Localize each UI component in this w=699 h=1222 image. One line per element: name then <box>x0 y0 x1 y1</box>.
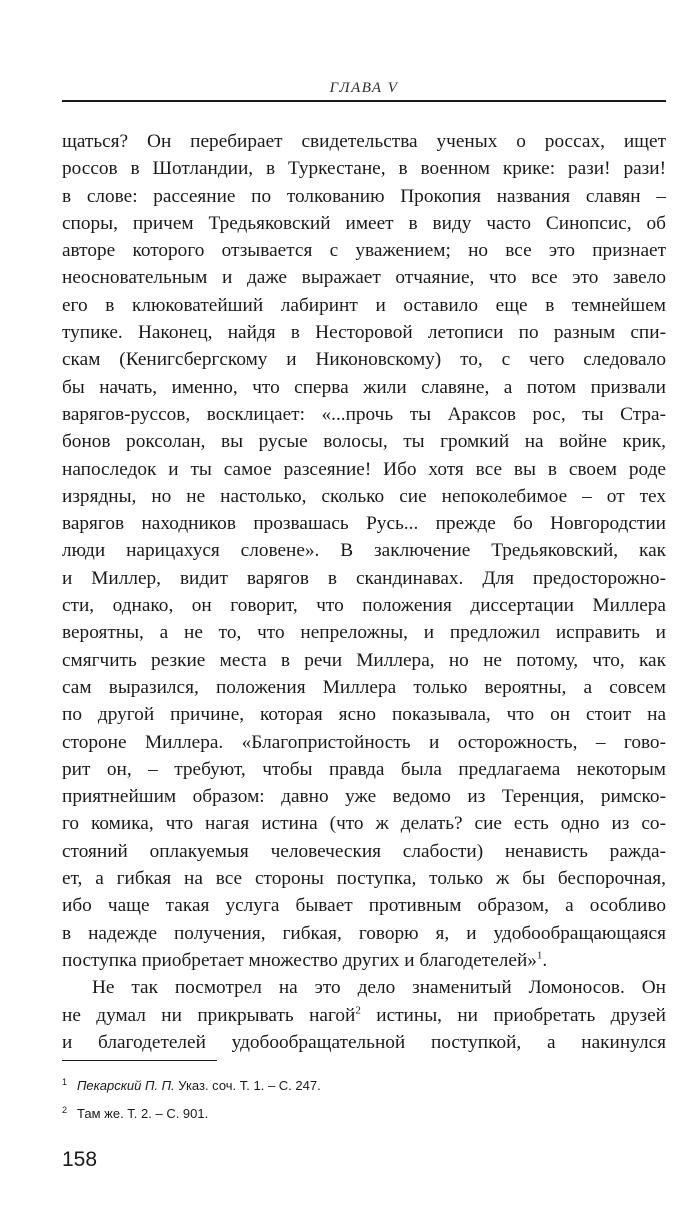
text-line: го комика, что нагая истина (что ж делать? сие есть одно из со- <box>62 813 666 835</box>
line-text: истины, ни приобретать друзей <box>360 1004 666 1026</box>
text-line: щаться? Он перебирает свидетельства ученых о россах, ищет <box>62 131 666 152</box>
text-line <box>62 1002 666 1029</box>
footnote-mark: 1 <box>62 1076 68 1087</box>
text-line: напоследок и ты самое разсеяние! Ибо хотя все вы в своем роде <box>62 458 666 480</box>
footnote-mark: 2 <box>62 1104 68 1115</box>
footnote-text: Там же. Т. 2. – С. 901. <box>77 1106 209 1121</box>
footnote-text: Указ. соч. Т. 1. – С. 247. <box>174 1078 321 1093</box>
text-line: бонов роксолан, вы русые волосы, ты громкий на войне крик, <box>62 431 666 453</box>
text-line: ет, а гибкая на все стороны поступка, только ж бы беспорочная, <box>62 868 666 890</box>
text-line: смягчить резкие места в речи Миллера, но не потому, что, как <box>62 649 666 671</box>
footnote-1 <box>62 1072 666 1100</box>
text-line: вероятны, а не то, что непреложны, и предложил исправить и <box>62 622 666 644</box>
text-line: по другой причине, которая ясно показывала, что он стоит на <box>62 704 666 726</box>
text-line: изрядны, но не настолько, сколько сие непоколебимое – от тех <box>62 485 666 507</box>
line-text: не думал ни прикрывать нагой <box>62 1004 356 1026</box>
text-line <box>62 947 666 974</box>
text-line: варягов-руссов, восклицает: «...прочь ты Араксов рос, ты Стра- <box>62 403 666 425</box>
text-line: варягов находников прозвашась Русь... прежде бо Новгородстии <box>62 513 666 535</box>
text-line: сти, однако, он говорит, что положения диссертации Миллера <box>62 595 666 617</box>
running-header <box>62 76 666 102</box>
text-line: россов в Шотландии, в Туркестане, в военном крике: рази! рази! <box>62 158 666 180</box>
text-line: тупике. Наконец, найдя в Несторовой летописи по разным спи- <box>62 322 666 344</box>
footnote-ref[interactable]: 1 <box>536 949 543 962</box>
text-line: ибо чаще такая услуга бывает противным образом, а особливо <box>62 895 666 917</box>
line-end: . <box>542 949 548 971</box>
text-line: неосновательным и даже выражает отчаяние, что все это завело <box>62 267 666 289</box>
footnote-divider <box>62 1060 217 1061</box>
text-line: сам выразился, положения Миллера только вероятны, а совсем <box>62 676 666 698</box>
text-line: споры, причем Тредьяковский имеет в виду часто Синопсис, об <box>62 212 666 234</box>
text-line: приятнейшим образом: давно уже ведомо из Теренция, римско- <box>62 786 666 808</box>
text-line: и благодетелей удобообращательной поступкой, а накинулся <box>62 1031 666 1053</box>
text-line: люди нарицахуся словене». В заключение Тредьяковский, как <box>62 540 666 562</box>
footnotes <box>62 1072 666 1128</box>
page-number: 158 <box>62 1148 98 1171</box>
body-text <box>62 128 666 1056</box>
footnote-2 <box>62 1100 666 1128</box>
text-line: и Миллер, видит варягов в скандинавах. Для предосторожно- <box>62 567 666 589</box>
line-text: поступка приобретает множество других и благодетелей» <box>62 949 537 971</box>
text-line: скам (Кенигсбергскому и Никоновскому) то, с чего следовало <box>62 349 666 371</box>
footnote-author: Пекарский П. П. <box>77 1078 175 1093</box>
paragraph-start-line: Не так посмотрел на это дело знаменитый Ломоносов. Он <box>92 977 666 999</box>
text-line: в надежде получения, гибкая, говорю я, и удобообращающаяся <box>62 922 666 944</box>
text-line: бы начать, именно, что сперва жили славяне, а потом призвали <box>62 376 666 398</box>
text-line: стороне Миллера. «Благопристойность и осторожность, – гово- <box>62 731 666 753</box>
text-line: его в клюковатейший лабиринт и оставило еще в темнейшем <box>62 294 666 316</box>
text-line: в слове: рассеяние по толкованию Прокопия названия славян – <box>62 185 666 207</box>
footnote-ref[interactable]: 2 <box>355 1004 361 1017</box>
text-line: стояний оплакуемыя человеческия слабости) ненависть раждa- <box>62 840 666 862</box>
text-line: рит он, – требуют, чтобы правда была предлагаема некоторым <box>62 758 666 780</box>
text-line: авторе которого отзывается с уважением; но все это признает <box>62 240 666 262</box>
chapter-title: ГЛАВА V <box>329 80 399 96</box>
